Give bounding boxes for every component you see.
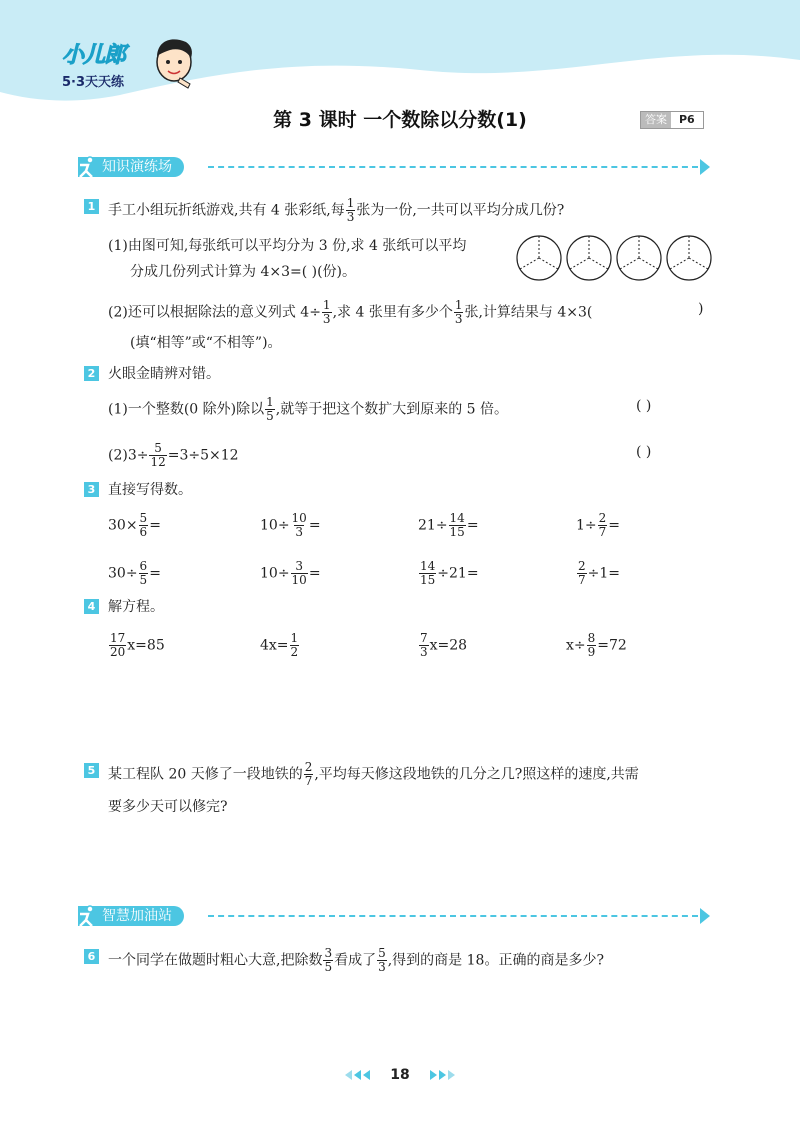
q2-part1-answer[interactable]: ( ) xyxy=(636,398,652,414)
q3-item: 10÷ $\frac{3}{10}$ = xyxy=(260,559,321,587)
fraction: $\frac{6}{5}$ xyxy=(139,559,148,587)
fraction: $\frac{14}{15}$ xyxy=(420,559,436,587)
next-arrow-icon xyxy=(439,1070,446,1080)
fraction: $\frac{1}{5}$ xyxy=(266,395,274,423)
q1-part2-line2: (填“相等”或“不相等”)。 xyxy=(130,335,282,351)
fraction: $\frac{5}{3}$ xyxy=(378,946,386,974)
section-divider xyxy=(208,915,698,917)
circle-thirds-3 xyxy=(617,236,661,280)
brand-logo xyxy=(62,38,125,90)
q4-equation: 4x= $\frac{1}{2}$ xyxy=(260,631,299,659)
section-header-challenge xyxy=(78,904,718,928)
mascot-boy-icon xyxy=(150,34,196,90)
fraction: $\frac{7}{3}$ xyxy=(420,631,428,659)
fraction: $\frac{2}{7}$ xyxy=(304,760,313,788)
next-arrow-icon xyxy=(448,1070,455,1080)
circle-thirds-4 xyxy=(667,236,711,280)
question-number-4: 4 xyxy=(84,599,99,614)
q4-equation: $\frac{17}{20}$ x=85 xyxy=(110,631,165,659)
fraction: $\frac{5}{12}$ xyxy=(150,441,166,469)
q1-part1-line2: 分成几份列式计算为 4×3=( )(份)。 xyxy=(130,264,357,280)
section-divider xyxy=(208,166,698,168)
page-number: 18 xyxy=(390,1067,410,1083)
q2-stem: 火眼金睛辨对错。 xyxy=(108,366,220,382)
page-title: 第 3 课时 一个数除以分数(1) xyxy=(273,109,527,131)
runner-icon xyxy=(76,904,98,928)
q3-item: 10÷ $\frac{10}{3}$ = xyxy=(260,511,321,539)
fraction: $\frac{3}{5}$ xyxy=(324,946,333,974)
logo-subtitle: 5·3天天练 xyxy=(62,75,125,90)
q3-item: 1÷ $\frac{2}{7}$ = xyxy=(576,511,621,539)
q6-stem: 一个同学在做题时粗心大意,把除数 $\frac{3}{5}$ 看成了 $\frac{5}{3}$ ,得到的商是 18。正确的商是多少? xyxy=(108,946,604,974)
q3-item: 21÷ $\frac{14}{15}$ = xyxy=(418,511,479,539)
q1-answer-close[interactable]: ) xyxy=(698,301,704,317)
paper-circles-diagram xyxy=(514,233,714,283)
fraction: $\frac{17}{20}$ xyxy=(110,631,126,659)
circle-thirds-1 xyxy=(517,236,561,280)
q1-part1-line1: (1)由图可知,每张纸可以平均分为 3 份,求 4 张纸可以平均 xyxy=(108,238,467,254)
q5-stem-line2: 要多少天可以修完? xyxy=(108,799,228,815)
q2-part2-answer[interactable]: ( ) xyxy=(636,444,652,460)
question-number-5: 5 xyxy=(84,763,99,778)
circle-thirds-2 xyxy=(567,236,611,280)
section-title: 智慧加油站 xyxy=(78,906,184,926)
fraction: $\frac{1}{3}$ xyxy=(454,298,463,326)
fraction: $\frac{8}{9}$ xyxy=(587,631,596,659)
prev-arrow-icon xyxy=(363,1070,370,1080)
prev-arrow-icon xyxy=(354,1070,361,1080)
section-header-practice xyxy=(78,155,718,179)
q4-equation: $\frac{7}{3}$ x=28 xyxy=(420,631,468,659)
section-arrow-icon xyxy=(700,159,710,175)
q3-stem: 直接写得数。 xyxy=(108,482,192,498)
fraction: $\frac{2}{7}$ xyxy=(578,559,586,587)
q5-stem-line1: 某工程队 20 天修了一段地铁的 $\frac{2}{7}$ ,平均每天修这段地铁的几分之几?照这样的速度,共需 xyxy=(108,760,639,788)
answer-label: 答案 xyxy=(641,112,671,128)
fraction: $\frac{1}{2}$ xyxy=(290,631,299,659)
q1-part2-line1: (2)还可以根据除法的意义列式 4÷ $\frac{1}{3}$ ,求 4 张里有多少个 $\frac{1}{3}$ 张,计算结果与 4×3( xyxy=(108,298,593,326)
fraction: $\frac{1}{3}$ xyxy=(346,196,355,224)
fraction: $\frac{3}{10}$ xyxy=(291,559,307,587)
fraction: $\frac{2}{7}$ xyxy=(598,511,607,539)
q3-item: 30÷ $\frac{6}{5}$ = xyxy=(108,559,161,587)
fraction: $\frac{5}{6}$ xyxy=(139,511,148,539)
section-title: 知识演练场 xyxy=(78,157,184,177)
q3-item: $\frac{2}{7}$ ÷1= xyxy=(578,559,621,587)
q1-stem: 手工小组玩折纸游戏,共有 4 张彩纸,每 $\frac{1}{3}$ 张为一份,一共可以平均分成几份? xyxy=(108,196,565,224)
logo-title: 小儿郎 xyxy=(62,43,126,68)
question-number-1: 1 xyxy=(84,199,99,214)
q3-item: $\frac{14}{15}$ ÷21= xyxy=(420,559,479,587)
question-number-2: 2 xyxy=(84,366,99,381)
answer-page: P6 xyxy=(671,112,703,128)
page-footer xyxy=(0,1067,800,1083)
fraction: $\frac{14}{15}$ xyxy=(449,511,465,539)
q2-part2: (2)3÷ $\frac{5}{12}$ =3÷5×12 xyxy=(108,441,239,469)
next-arrow-icon xyxy=(430,1070,437,1080)
prev-arrow-icon xyxy=(345,1070,352,1080)
fraction: $\frac{10}{3}$ xyxy=(291,511,307,539)
q2-part1: (1)一个整数(0 除外)除以 $\frac{1}{5}$ ,就等于把这个数扩大到原来的 5 倍。 xyxy=(108,395,509,423)
runner-icon xyxy=(76,155,98,179)
section-arrow-icon xyxy=(700,908,710,924)
question-number-6: 6 xyxy=(84,949,99,964)
fraction: $\frac{1}{3}$ xyxy=(322,298,331,326)
answer-badge[interactable] xyxy=(640,111,704,129)
q4-equation: x÷ $\frac{8}{9}$ =72 xyxy=(566,631,627,659)
question-number-3: 3 xyxy=(84,482,99,497)
q3-item: 30× $\frac{5}{6}$ = xyxy=(108,511,161,539)
q4-stem: 解方程。 xyxy=(108,599,164,615)
